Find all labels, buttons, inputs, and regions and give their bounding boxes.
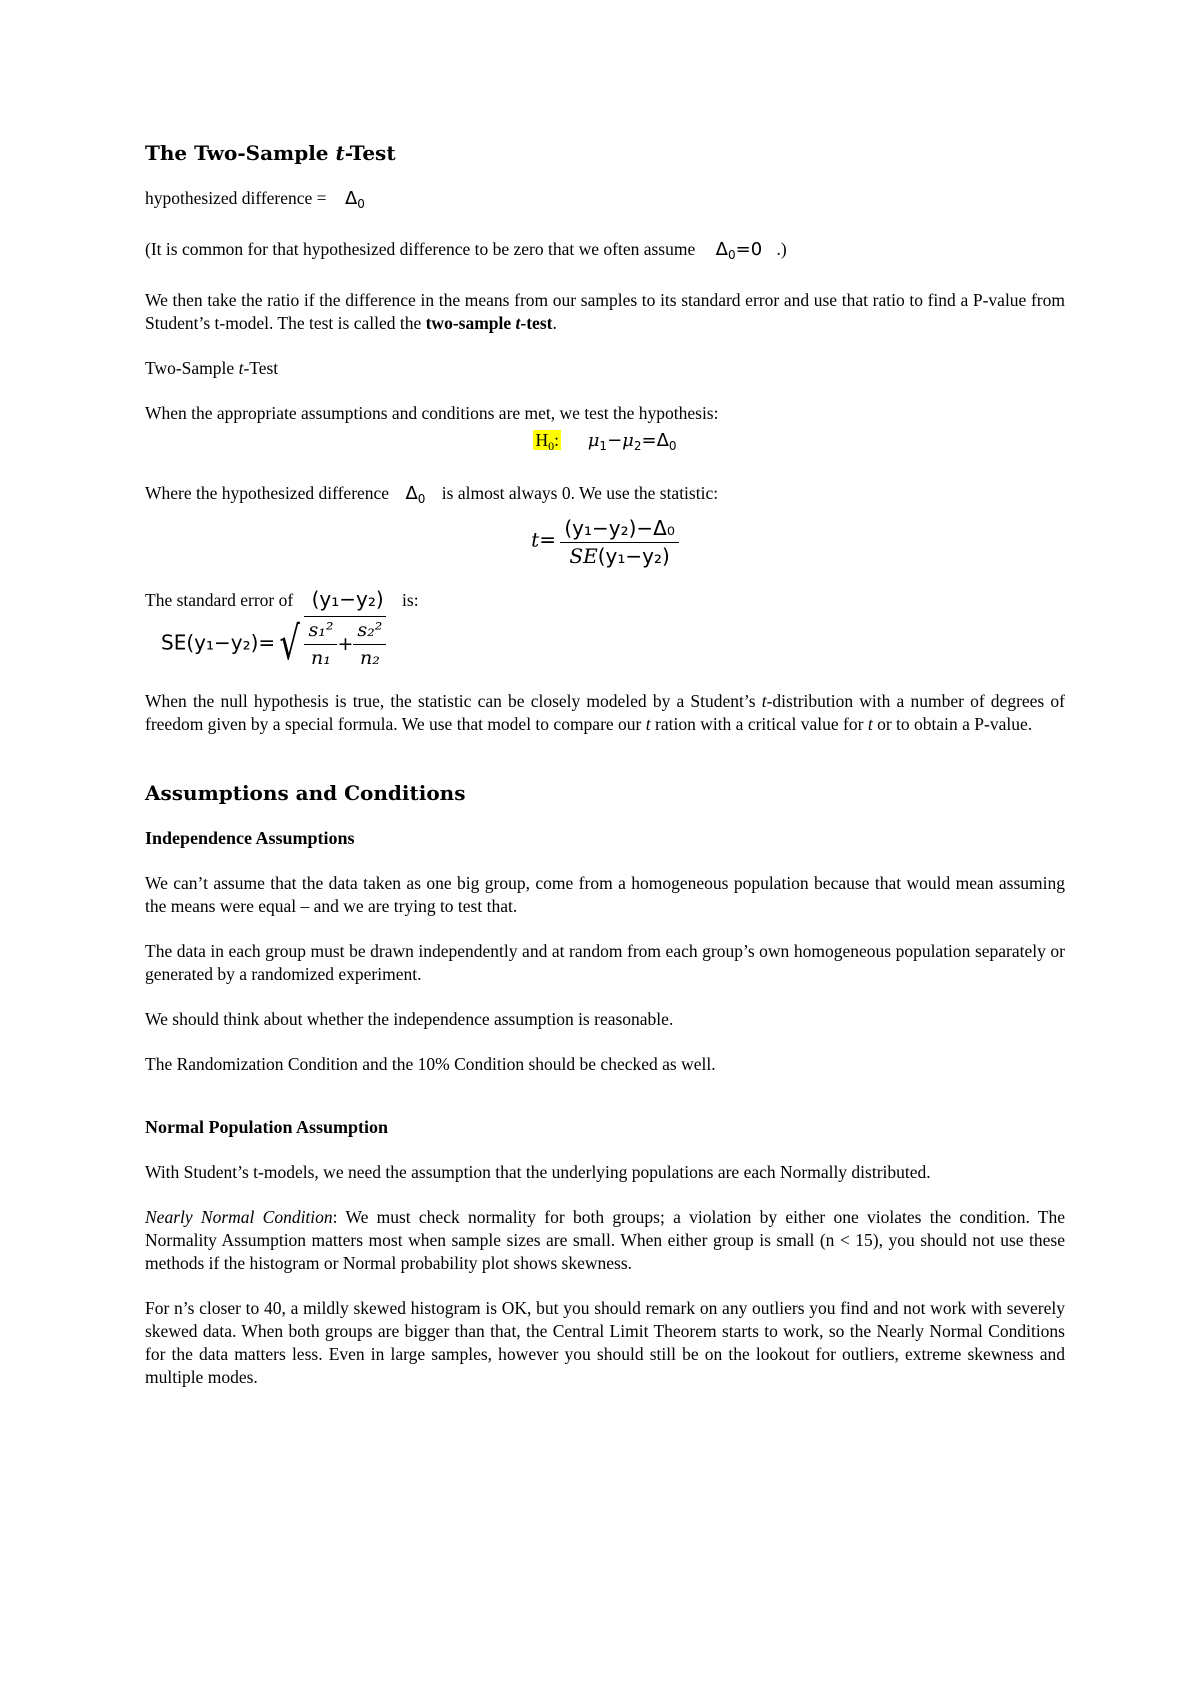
ratio-paragraph: We then take the ratio if the difference in the means from our samples to its standard error and use that ratio to find a P-value from Student’s t-model. The test is called the two-sample t-test. — [145, 290, 1065, 333]
standard-error-formula: SE(y₁−y₂)= √ $\frac{\text{s₁²}}{\text{n₁}}$ + $\frac{\text{s₂²}}{\text{n₂}}$ — [161, 616, 1065, 670]
two-sample-label: Two-Sample t-Test — [145, 358, 279, 378]
assumptions-intro-line: When the appropriate assumptions and conditions are met, we test the hypothesis: — [145, 403, 719, 423]
independence-paragraph-3: We should think about whether the independence assumption is reasonable. — [145, 1009, 674, 1029]
section-title-two-sample: The Two-Sample t-Test — [145, 141, 396, 165]
independence-paragraph-2: The data in each group must be drawn independently and at random from each group’s own homogeneous population separately or generated by a randomized experiment. — [145, 941, 1065, 984]
independence-paragraph-4: The Randomization Condition and the 10% Condition should be checked as well. — [145, 1054, 716, 1074]
delta-symbol: Δ — [344, 188, 358, 209]
null-hypothesis-paragraph: When the null hypothesis is true, the statistic can be closely modeled by a Student’s t-distribution with a number of degrees of freedom given by a special formula. We use that model to compare our t ration with a critical value for t or to obtain a P-value. — [145, 691, 1065, 734]
where-line: Where the hypothesized difference $\Delta_0$ is almost always 0. We use the statistic: — [145, 483, 719, 506]
normal-paragraph-2: Nearly Normal Condition: We must check normality for both groups; a violation by either one violates the condition. The Normality Assumption matters most when sample sizes are small. When either group is small (n < 15), you should not use these methods if the histogram or Normal probability plot shows skewness. — [145, 1207, 1065, 1273]
independence-heading: Independence Assumptions — [145, 828, 355, 848]
section-title-assumptions: Assumptions and Conditions — [145, 781, 466, 805]
h0-label: $H_0$: — [535, 430, 559, 453]
common-assumption-line: (It is common for that hypothesized difference to be zero that we often assume $\Delta_0=0$ .) — [145, 239, 787, 262]
normal-population-heading: Normal Population Assumption — [145, 1117, 389, 1137]
hypothesized-difference-line: hypothesized difference = $\Delta_0$ — [145, 188, 365, 211]
standard-error-line: The standard error of (y₁−y₂) is: — [145, 587, 419, 611]
null-hypothesis-formula: $H_0$: $\mu_1-\mu_2=\Delta_0$ — [535, 430, 677, 453]
normal-paragraph-3: For n’s closer to 40, a mildly skewed histogram is OK, but you should remark on any outliers you find and not work with severely skewed data. When both groups are bigger than that, the Central Limit Theorem starts to work, so the Nearly Normal Conditions for the data matters less. Even in large samples, however you should still be on the lookout for outliers, extreme skewness and multiple modes. — [145, 1298, 1065, 1387]
t-statistic-formula: t= $\frac{\text{(y₁−y₂)−Δ₀}}{\text{SE(y₁−y₂)}}$ — [145, 517, 1065, 568]
independence-paragraph-1: We can’t assume that the data taken as one big group, come from a homogeneous population because that would mean assuming the means were equal – and we are trying to test that. — [145, 873, 1065, 916]
document-page — [145, 142, 1065, 1411]
normal-paragraph-1: With Student’s t-models, we need the assumption that the underlying populations are each Normally distributed. — [145, 1162, 931, 1182]
